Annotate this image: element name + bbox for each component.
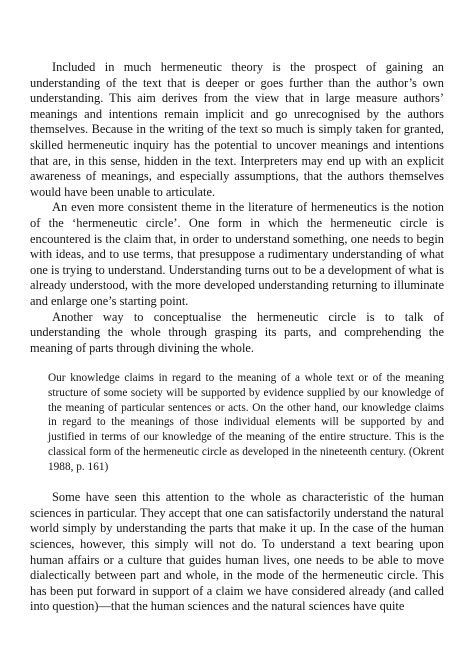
paragraph-hermeneutic-circle: An even more consistent theme in the literature of hermeneutics is the notion of the ‘hermeneutic circle’. One form in which the hermeneutic circle is encountered is the claim that, in order to understand something, one needs to begin with ideas, and to use terms, that presuppose a rudimentary understanding of what one is trying to understand. Understanding turns out to be a development of what is already understood, with the more developed understanding returning to illuminate and enlarge one’s starting point. [30, 200, 444, 308]
paragraph-human-sciences: Some have seen this attention to the whole as characteristic of the human sciences in particular. They accept that one can satisfactorily understand the natural world simply by understanding the parts that make it up. In the case of the human sciences, however, this simply will not do. To understand a text bearing upon human affairs or a culture that guides human lives, one needs to be able to move dialectically between part and whole, in the mode of the hermeneutic circle. This has been put forward in support of a claim we have considered already (and called into question)—that the human sciences and the natural sciences have quite [30, 490, 444, 614]
block-quote-okrent: Our knowledge claims in regard to the meaning of a whole text or of the meaning structure of some society will be supported by evidence supplied by our knowledge of the meaning of particular sentences or acts. On the other hand, our knowledge claims in regard to the meanings of those individual elements will be supported by and justified in terms of our knowledge of the meaning of the entire structure. This is the classical form of the hermeneutic circle as developed in the nineteenth century. (Okrent 1988, p. 161) [48, 372, 444, 473]
paragraph-whole-and-parts: Another way to conceptualise the hermeneutic circle is to talk of understanding the whole through grasping its parts, and comprehending the meaning of parts through divining the whole. [30, 309, 444, 355]
paragraph-author-understanding: Included in much hermeneutic theory is the prospect of gaining an understanding of the text that is deeper or goes further than the author’s own understanding. This aim derives from the view that in large measure authors’ meanings and intentions remain implicit and go unrecognised by the authors themselves. Because in the writing of the text so much is simply taken for granted, skilled hermeneutic inquiry has the potential to uncover meanings and intentions that are, in this sense, hidden in the text. Interpreters may end up with an explicit awareness of meanings, and especially assumptions, that the authors themselves would have been unable to articulate. [30, 60, 444, 199]
document-page [30, 60, 444, 615]
